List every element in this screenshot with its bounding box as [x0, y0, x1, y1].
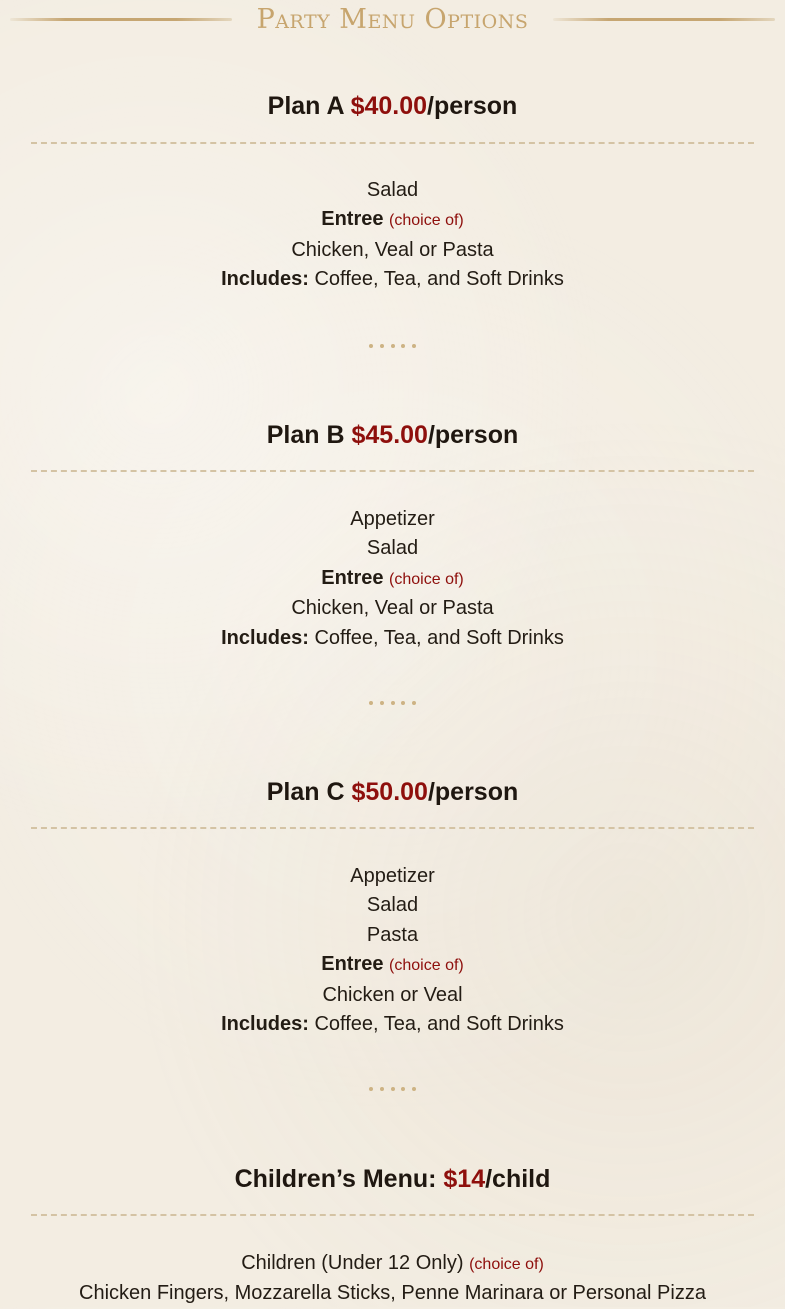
plan-a-price: $40.00: [350, 92, 428, 120]
plan-c-includes-text: Coffee, Tea, and Soft Drinks: [314, 1013, 564, 1036]
plan-b-heading: [0, 420, 785, 450]
plan-c-item-appetizer: Appetizer: [350, 865, 435, 887]
plan-a-item-salad: Salad: [366, 179, 419, 201]
plan-b-includes-label: Includes:: [221, 626, 309, 649]
plan-a-includes-row: [0, 265, 785, 294]
plan-b-divider: [31, 470, 754, 472]
children-line: [0, 1249, 785, 1279]
plan-c-item-pasta: Pasta: [366, 923, 419, 946]
plan-b-item-salad: Salad: [366, 537, 419, 560]
plan-c-name: Plan C: [266, 778, 345, 806]
plan-b-unit: /person: [427, 421, 519, 449]
plan-c-includes-label: Includes:: [221, 1013, 309, 1036]
plan-b-entree-options: Chicken, Veal or Pasta: [291, 597, 494, 620]
plan-b-includes-text: Coffee, Tea, and Soft Drinks: [314, 626, 564, 649]
plan-a-unit: /person: [427, 92, 518, 120]
plan-b-name: Plan B: [266, 421, 345, 449]
children-menu-price: $14: [443, 1165, 486, 1193]
plan-c-unit: /person: [427, 778, 519, 806]
plan-a-divider: [31, 142, 754, 144]
plan-b-dot-separator: [0, 701, 785, 707]
plan-b-items: [0, 505, 785, 653]
plan-a-entree-options: Chicken, Veal or Pasta: [291, 238, 494, 261]
header-ornament-right: [553, 18, 775, 21]
children-line-label: Children (Under 12 Only): [241, 1252, 464, 1274]
plan-c-dot-separator: [0, 1087, 785, 1093]
plan-b-entree-label: Entree: [321, 566, 384, 589]
children-menu-heading: [0, 1164, 785, 1194]
plan-c-price: $50.00: [351, 778, 428, 806]
plan-a-choice-note: (choice of): [389, 212, 464, 230]
plan-c-includes-row: [0, 1010, 785, 1039]
children-menu-label: Children’s Menu:: [234, 1165, 437, 1193]
plan-b-choice-note: (choice of): [389, 570, 464, 588]
plan-b-price: $45.00: [351, 421, 428, 449]
plan-c-entree-options: Chicken or Veal: [322, 983, 463, 1006]
plan-b-entree-row: [0, 564, 785, 594]
plan-c-heading: [0, 777, 785, 807]
children-choice-note: (choice of): [469, 1256, 544, 1273]
plan-a-includes-label: Includes:: [221, 268, 309, 291]
children-options: Chicken Fingers, Mozzarella Sticks, Penne Marinara or Personal Pizza: [79, 1282, 706, 1305]
plan-c-item-salad: Salad: [366, 894, 419, 917]
plan-c-items: [0, 862, 785, 1039]
plan-a-includes-text: Coffee, Tea, and Soft Drinks: [314, 268, 564, 291]
plan-c-entree-row: [0, 950, 785, 980]
plan-b-includes-row: [0, 624, 785, 653]
children-menu-divider: [31, 1214, 754, 1216]
plan-a-heading: [0, 91, 785, 121]
children-menu-items: [0, 1249, 785, 1309]
plan-a-items: [0, 176, 785, 295]
plan-a-entree-row: [0, 205, 785, 235]
plan-c-entree-label: Entree: [321, 953, 384, 976]
plan-c-choice-note: (choice of): [389, 957, 464, 975]
plan-c-divider: [31, 827, 754, 829]
children-menu-unit: /child: [485, 1165, 551, 1193]
page-title: Party Menu Options: [256, 4, 529, 35]
menu-header: [10, 0, 775, 40]
plan-a-name: Plan A: [267, 92, 344, 120]
plan-a-dot-separator: [0, 344, 785, 350]
plan-a-entree-label: Entree: [321, 208, 384, 231]
plan-b-item-appetizer: Appetizer: [350, 508, 435, 530]
